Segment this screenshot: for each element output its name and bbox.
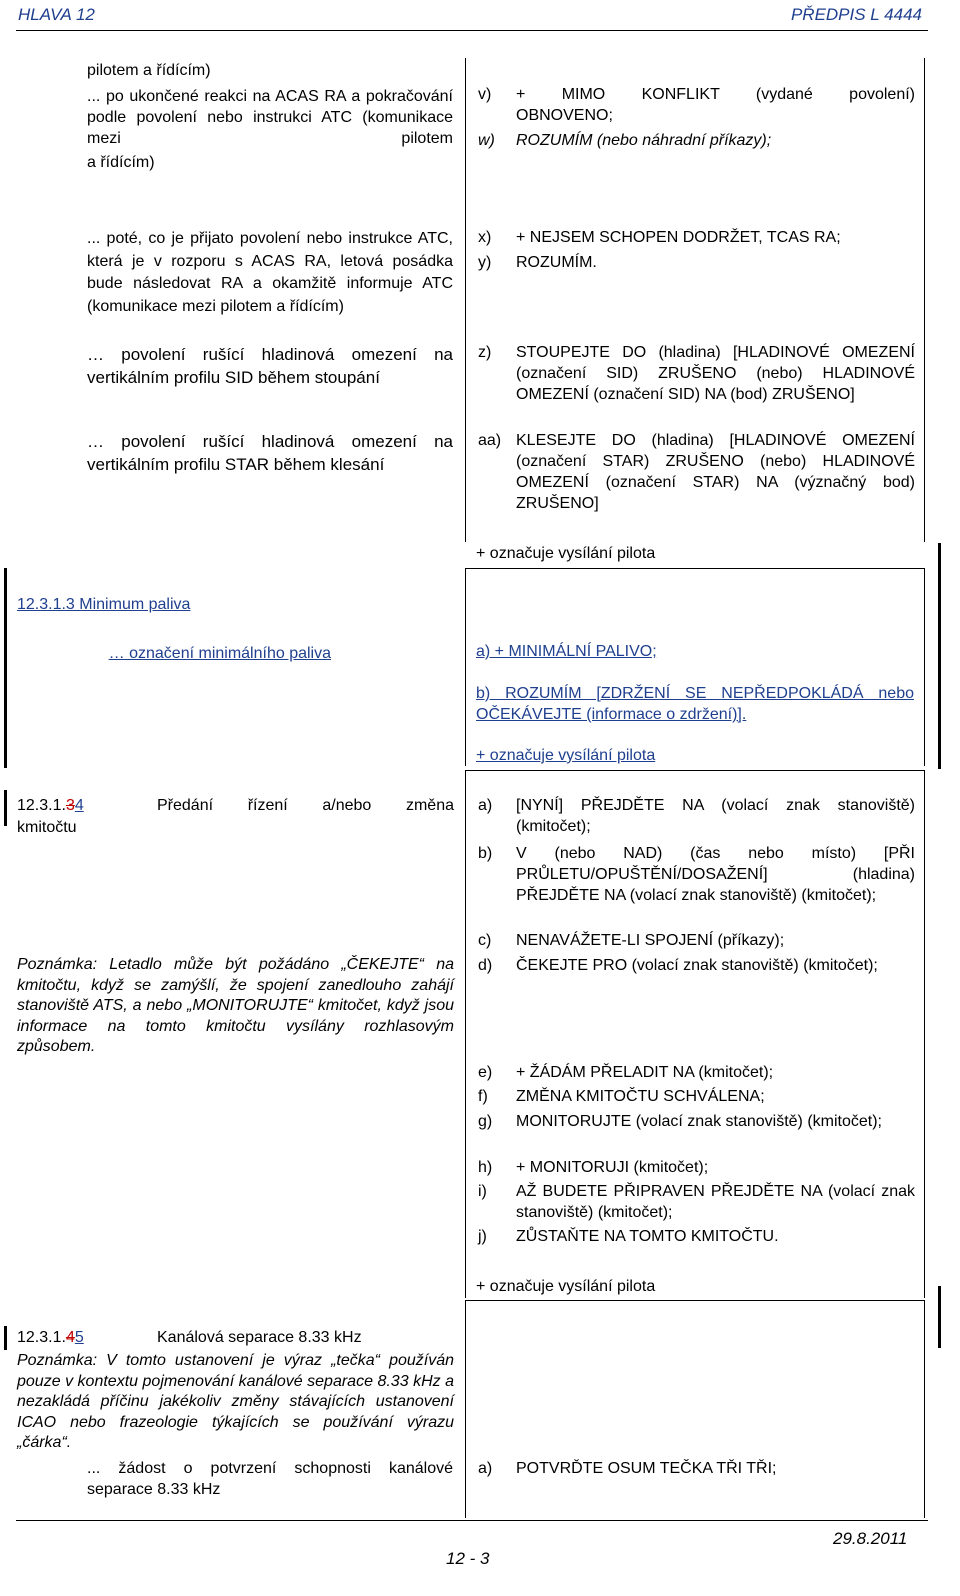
column-divider [465, 1300, 466, 1518]
item-text: [NYNÍ] PŘEJDĚTE NA (volací znak stanoviště) (kmitočet); [516, 797, 915, 835]
item-label: v) [478, 86, 492, 103]
item-text: OBNOVENO; [516, 107, 613, 124]
item-label: i) [478, 1183, 487, 1200]
item-label: h) [478, 1159, 493, 1176]
heading-title: Kanálová separace 8.33 kHz [157, 1329, 362, 1346]
column-divider [465, 770, 466, 1298]
item-text: KLESEJTE DO (hladina) [HLADINOVÉ OMEZENÍ (označení STAR) ZRUŠENO (nebo) HLADINOVÉ OMEZENÍ (označení STAR) NA (význačný bod) ZRUŠENO] [516, 432, 915, 512]
item-text: STOUPEJTE DO (hladina) [HLADINOVÉ OMEZENÍ (označení SID) ZRUŠENO (nebo) HLADINOVÉ OMEZENÍ (označení SID) NA (bod) ZRUŠENO] [516, 344, 915, 403]
section-rule [465, 770, 925, 771]
deleted-number: 3 [65, 797, 75, 814]
phrase-item [478, 1458, 925, 1479]
section-heading [17, 1327, 454, 1348]
item-text: + MIMO KONFLIKT (vydané povolení) [516, 86, 915, 103]
item-label: y) [478, 254, 492, 271]
text-line: pilotem a řídícím) [87, 62, 211, 79]
inserted-number: 5 [74, 1329, 84, 1346]
heading-number: 12.3.1. [17, 1329, 66, 1346]
phrase-item [478, 130, 925, 151]
phrase-item [478, 1226, 925, 1247]
item-label: g) [478, 1113, 493, 1130]
change-bar [4, 568, 7, 768]
paragraph-sid: … povolení rušící hladinová omezení na vertikálním profilu SID během stoupání [87, 345, 453, 387]
item-text: V (nebo NAD) (čas nebo místo) [PŘI PRŮLETU/OPUŠTĚNÍ/DOSAŽENÍ] (hladina) PŘEJDĚTE NA (volací znak stanoviště) (kmitočet); [516, 845, 915, 904]
phrase-item [478, 1062, 925, 1083]
section-heading [17, 795, 454, 816]
item-label: z) [478, 344, 492, 361]
header-chapter: HLAVA 12 [18, 5, 95, 24]
phrase-item: a) + MINIMÁLNÍ PALIVO; [476, 643, 657, 660]
heading-title-cont: kmitočtu [17, 819, 77, 836]
column-border-right [924, 1300, 925, 1518]
paragraph-acas-resume: ... po ukončené reakci na ACAS RA a pokračování podle povolení nebo instrukci ATC (komunikace mezi pilotem [87, 88, 453, 147]
item-label: aa) [478, 432, 502, 449]
section-rule [465, 1300, 925, 1301]
phrase-item: b) ROZUMÍM [ZDRŽENÍ SE NEPŘEDPOKLÁDÁ nebo OČEKÁVEJTE (informace o zdržení)]. [476, 685, 914, 723]
footer-page-number: 12 - 3 [446, 1549, 490, 1568]
item-label: a) [478, 797, 493, 814]
note-paragraph: Poznámka: Letadlo může být požádáno „ČEKEJTE“ na kmitočtu, když se zamýšlí, že spojení zanedlouho zahájí stanoviště ATS, a nebo „MONITORUJTE“ kmitočet, když jsou informace na tomto kmitočtu vysílány rozhlasovým způsobem. [17, 956, 454, 1056]
item-text: AŽ BUDETE PŘIPRAVEN PŘEJDĚTE NA (volací znak stanoviště) (kmitočet); [516, 1183, 915, 1221]
note-paragraph: Poznámka: V tomto ustanovení je výraz „tečka“ používán pouze v kontextu pojmenování kanálové separace 8.33 kHz a nezakládá příčinu jakékoliv změny stávajících ustanovení ICAO nebo frazeologie týkajících se používání výrazu „čárka“. [17, 1352, 454, 1452]
phrase-item [478, 930, 925, 951]
phrase-item [478, 1111, 925, 1132]
item-text: POTVRĎTE OSUM TEČKA TŘI TŘI; [516, 1460, 777, 1477]
phrase-item [478, 84, 925, 126]
item-text: ČEKEJTE PRO (volací znak stanoviště) (kmitočet); [516, 957, 878, 974]
item-text: ZMĚNA KMITOČTU SCHVÁLENA; [516, 1088, 765, 1105]
deleted-number: 4 [65, 1329, 75, 1346]
pilot-note: + označuje vysílání pilota [476, 545, 656, 562]
change-bar [4, 1326, 7, 1350]
item-text: + NEJSEM SCHOPEN DODRŽET, TCAS RA; [516, 229, 841, 246]
item-label: c) [478, 932, 492, 949]
change-bar [4, 790, 7, 826]
section-heading: 12.3.1.3 Minimum paliva [17, 596, 191, 613]
footer-date: 29.8.2011 [833, 1529, 908, 1548]
phrase-item [478, 430, 925, 514]
phrase-item [478, 227, 925, 248]
item-label: x) [478, 229, 492, 246]
change-bar [938, 543, 941, 769]
column-border-right [924, 568, 925, 766]
item-label: d) [478, 957, 493, 974]
phrase-item [478, 955, 925, 976]
paragraph-acas-conflict: ... poté, co je přijato povolení nebo instrukce ATC, která je v rozporu s ACAS RA, letová posádka bude následovat RA a okamžitě informuje ATC (komunikace mezi pilotem a řídícím) [87, 230, 453, 315]
phrase-left-item: ... žádost o potvrzení schopnosti kanálové separace 8.33 kHz [87, 1460, 453, 1498]
item-label: a) [478, 1460, 493, 1477]
item-label: b) [478, 845, 493, 862]
column-divider [465, 568, 466, 766]
item-text: MONITORUJTE (volací znak stanoviště) (kmitočet); [516, 1113, 882, 1130]
item-text: + ŽÁDÁM PŘELADIT NA (kmitočet); [516, 1064, 774, 1081]
item-label: j) [478, 1228, 487, 1245]
heading-title: Předání řízení a/nebo změna [157, 797, 454, 814]
footer-rule [16, 1520, 928, 1521]
phrase-item [478, 795, 925, 837]
text-line: a řídícím) [87, 154, 155, 171]
item-text: NENAVÁŽETE-LI SPOJENÍ (příkazy); [516, 932, 785, 949]
inserted-number: 4 [74, 797, 84, 814]
phrase-item [478, 252, 925, 273]
item-label: w) [478, 132, 495, 149]
section-rule [465, 568, 925, 569]
phrase-item [478, 1181, 925, 1223]
phrase-item [478, 1086, 925, 1107]
item-text: + MONITORUJI (kmitočet); [516, 1159, 709, 1176]
item-text: ROZUMÍM. [516, 254, 597, 271]
header-rule [16, 30, 928, 31]
item-text: ZŮSTAŇTE NA TOMTO KMITOČTU. [516, 1228, 779, 1245]
pilot-note: + označuje vysílání pilota [476, 747, 656, 764]
item-label: f) [478, 1088, 488, 1105]
item-text: ROZUMÍM (nebo náhradní příkazy); [516, 132, 772, 149]
item-label: e) [478, 1064, 493, 1081]
phrase-item [478, 1157, 925, 1178]
paragraph-star: … povolení rušící hladinová omezení na vertikálním profilu STAR během klesání [87, 432, 453, 474]
pilot-note: + označuje vysílání pilota [476, 1278, 656, 1295]
column-divider [465, 58, 466, 542]
phrase-item [478, 843, 925, 906]
phrase-left-item: … označení minimálního paliva [108, 645, 331, 662]
change-bar [938, 1286, 941, 1348]
header-regulation: PŘEDPIS L 4444 [790, 5, 922, 24]
phrase-item [478, 342, 925, 405]
heading-number: 12.3.1. [17, 797, 66, 814]
